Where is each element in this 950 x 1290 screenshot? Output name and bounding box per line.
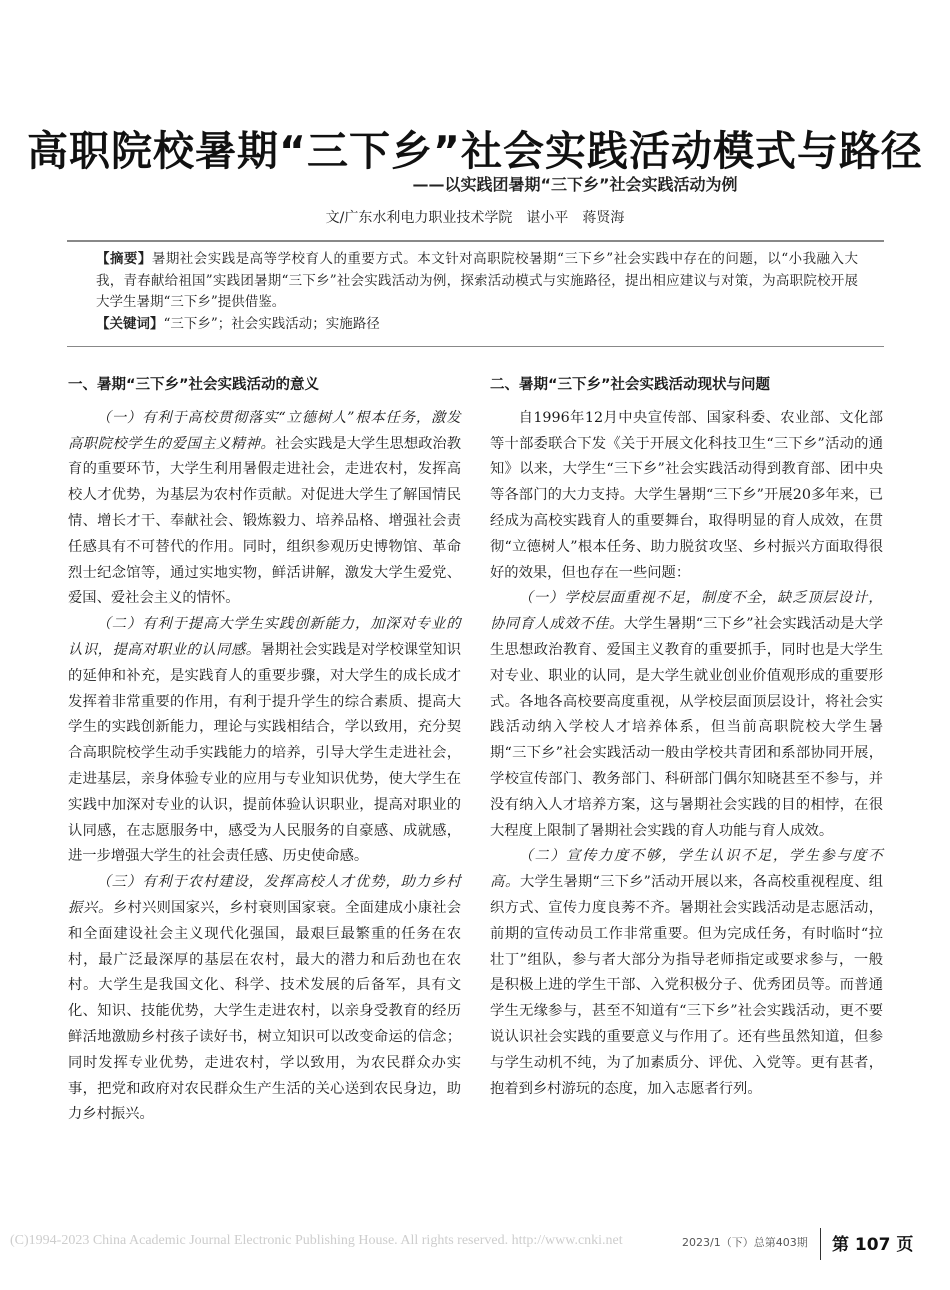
body-paragraph xyxy=(68,870,461,1128)
article-subtitle: ——以实践团暑期“三下乡”社会实践活动为例 xyxy=(412,175,738,194)
abstract-block xyxy=(96,249,858,335)
abstract-text: 暑期社会实践是高等学校育人的重要方式。本文针对高职院校暑期“三下乡”社会实践中存在的问题，以“小我融入大我，青春献给祖国”实践团暑期“三下乡”社会实践活动为例，探索活动模式与实施路径，提出相应建议与对策，为高职院校开展大学生暑期“三下乡”提供借鉴。 xyxy=(96,251,858,310)
abstract-paragraph xyxy=(96,249,858,314)
paragraph-lead: （二）宣传力度不够，学生认识不足，学生参与度不高。 xyxy=(490,848,883,891)
abstract-bottom-rule xyxy=(67,346,884,347)
abstract-top-rule xyxy=(67,240,884,242)
paragraph-text: 乡村兴则国家兴，乡村衰则国家衰。全面建成小康社会和全面建设社会主义现代化强国，最艰巨最繁重的任务在农村，最广泛最深厚的基层在农村，最大的潜力和后劲也在农村。大学生是我国文化、科学、技术发展的后备军，具有文化、知识、技能优势，大学生走进农村，以亲身受教育的经历鲜活地激励乡村孩子读好书，树立知识可以改变命运的信念；同时发挥专业优势，走进农村，学以致用，为农民群众办实事，把党和政府对农民群众生产生活的关心送到农民身边，助力乡村振兴。 xyxy=(68,899,462,1123)
keywords-paragraph xyxy=(96,314,858,336)
copyright-watermark: (C)1994-2023 China Academic Journal Electronic Publishing House. All rights reserved. http://www.cnki.net xyxy=(10,1233,623,1248)
footer-divider xyxy=(820,1228,821,1260)
left-column xyxy=(68,373,461,1128)
abstract-label: 【摘要】 xyxy=(96,251,152,267)
article-title: 高职院校暑期“三下乡”社会实践活动模式与路径 xyxy=(27,127,923,175)
body-paragraph xyxy=(490,586,883,844)
paragraph-text: 大学生暑期“三下乡”社会实践活动是大学生思想政治教育、爱国主义教育的重要抓手，同时也是大学生对专业、职业的认同，是大学生就业创业价值观形成的重要形式。各地各高校要高度重视，从学校层面顶层设计，将社会实践活动纳入学校人才培养体系，但当前高职院校大学生暑期“三下乡”社会实践活动一般由学校共青团和系部协同开展，学校宣传部门、教务部门、科研部门偶尔知晓甚至不参与，并没有纳入人才培养方案，这与暑期社会实践的目的相悖，在很大程度上限制了暑期社会实践的育人功能与育人成效。 xyxy=(490,616,883,839)
paragraph-lead: （三）有利于农村建设，发挥高校人才优势，助力乡村振兴。 xyxy=(68,874,461,916)
right-column xyxy=(490,373,883,1102)
body-paragraph xyxy=(68,612,461,870)
paragraph-text: 暑期社会实践是对学校课堂知识的延伸和补充，是实践育人的重要步骤，对大学生的成长成才发挥着非常重要的作用，有利于提升学生的综合素质、提高大学生的实践创新能力，理论与实践相结合，学以致用，充分契合高职院校学生动手实践能力的培养，引导大学生走进社会，走进基层，亲身体验专业的应用与专业知识优势，使大学生在实践中加深对专业的认识，提前体验认识职业，提高对职业的认同感，在志愿服务中，感受为人民服务的自豪感、成就感，进一步增强大学生的社会责任感、历史使命感。 xyxy=(68,641,462,865)
paragraph-text: 自1996年12月中央宣传部、国家科委、农业部、文化部等十部委联合下发《关于开展文化科技卫生“三下乡”活动的通知》以来，大学生“三下乡”社会实践活动得到教育部、团中央等各部门的大力支持。大学生暑期“三下乡”开展20多年来，已经成为高校实践育人的重要舞台，取得明显的育人成效，在贯彻“立德树人”根本任务、助力脱贫攻坚、乡村振兴方面取得很好的效果，但也存在一些问题： xyxy=(490,409,883,581)
keywords-text: “三下乡”；社会实践活动；实施路径 xyxy=(163,315,380,332)
paragraph-text: 大学生暑期“三下乡”活动开展以来，各高校重视程度、组织方式、宣传力度良莠不齐。暑期社会实践活动是志愿活动，前期的宣传动员工作非常重要。但为完成任务，有时临时“拉壮丁”组队，参与者大部分为指导老师指定或要求参与，一般是积极上进的学生干部、入党积极分子、优秀团员等。而普通学生无缘参与，甚至不知道有“三下乡”社会实践活动，更不要说认识社会实践的重要意义与作用了。还有些虽然知道，但参与学生动机不纯，为了加素质分、评优、入党等。更有甚者，抱着到乡村游玩的态度，加入志愿者行列。 xyxy=(490,874,883,1097)
keywords-label: 【关键词】 xyxy=(96,315,164,332)
authors-line: 文/广东水利电力职业技术学院 谌小平 蒋贤海 xyxy=(325,210,625,226)
paragraph-lead: （一）有利于高校贯彻落实“立德树人”根本任务，激发高职院校学生的爱国主义精神。 xyxy=(68,409,461,452)
body-paragraph xyxy=(490,844,883,1102)
section-heading-2: 二、暑期“三下乡”社会实践活动现状与问题 xyxy=(490,377,771,393)
paragraph-lead: （一）学校层面重视不足，制度不全，缺乏顶层设计，协同育人成效不佳。 xyxy=(490,590,883,633)
paragraph-text: 社会实践是大学生思想政治教育的重要环节，大学生利用暑假走进社会，走进农村，发挥高校人才优势，为基层为农村作贡献。对促进大学生了解国情民情、增长才干、奉献社会、锻炼毅力、培养品格、增强社会责任感具有不可替代的作用。同时，组织参观历史博物馆、革命烈士纪念馆等，通过实地实物，鲜活讲解，激发大学生爱党、爱国、爱社会主义的情怀。 xyxy=(68,435,462,607)
body-paragraph xyxy=(490,406,883,587)
issue-info: 2023/1（下）总第403期 xyxy=(682,1236,808,1249)
body-paragraph xyxy=(68,406,461,612)
paragraph-lead: （二）有利于提高大学生实践创新能力，加深对专业的认识，提高对职业的认同感。 xyxy=(68,616,461,658)
section-heading-1: 一、暑期“三下乡”社会实践活动的意义 xyxy=(68,377,320,393)
page-number: 第 107 页 xyxy=(832,1235,914,1255)
